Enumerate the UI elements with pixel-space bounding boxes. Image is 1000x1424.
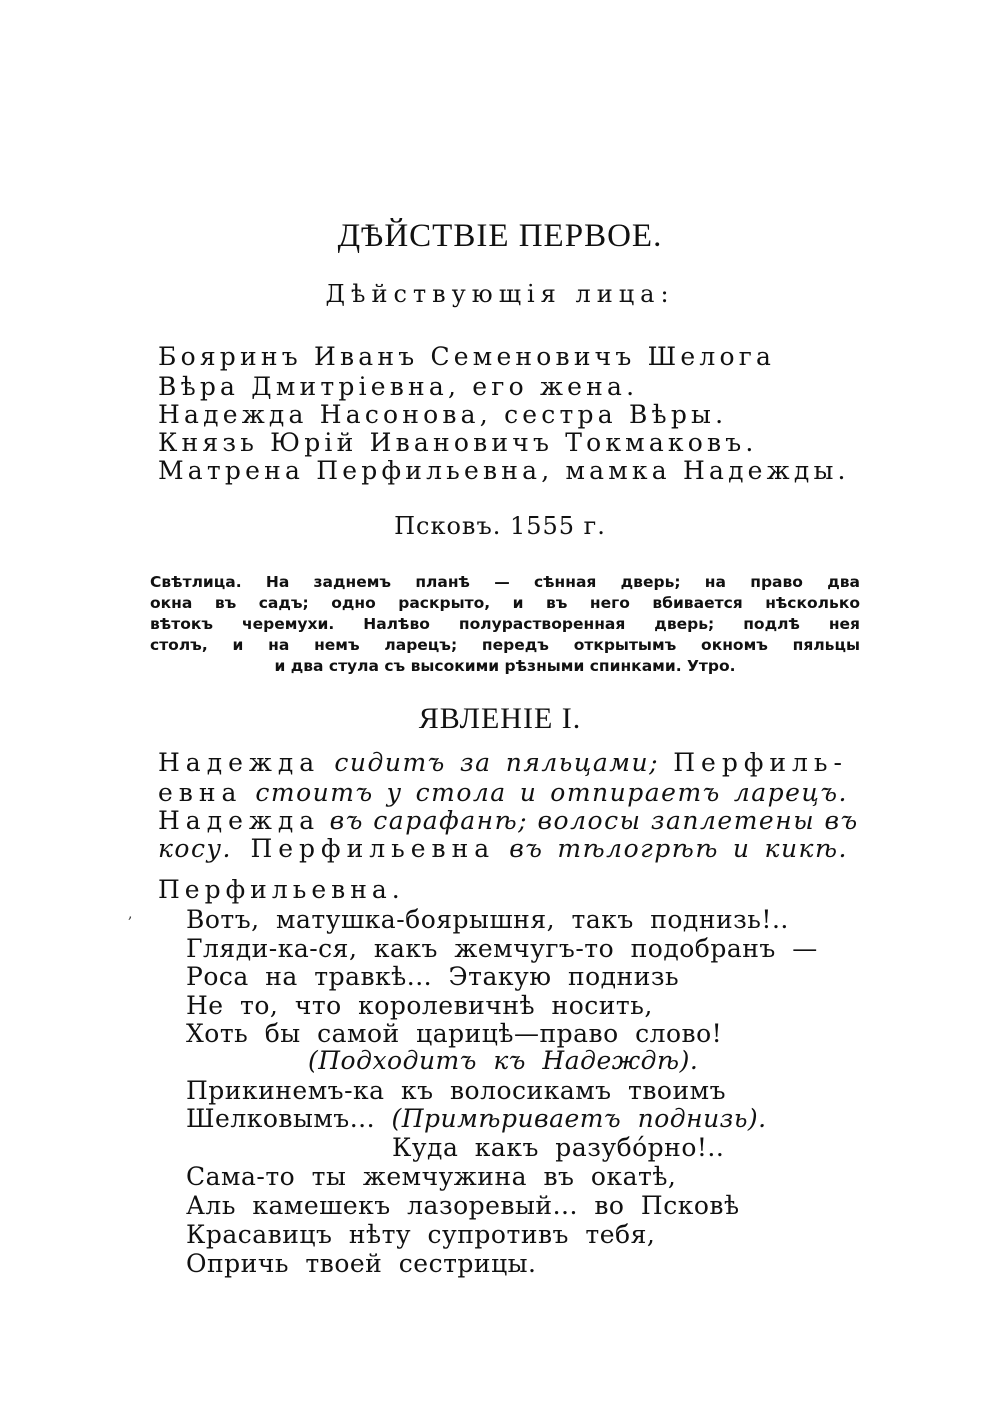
verse-line: Роса на травкѣ... Этакую поднизь [186,962,680,991]
scene-intro-line [158,806,859,836]
verse-line: Куда какъ разубо́рно!.. [392,1133,725,1162]
setting-line: и два стула съ высокими рѣзными спинками. Утро. [274,657,736,675]
cast-member: Князь Юрій Ивановичъ Токмаковъ. [158,428,758,457]
stage-direction: стоитъ у стола и отпираетъ ларецъ. [242,778,848,807]
setting-line: вѣтокъ черемухи. Налѣво полурастворенная дверь; подлѣ нея [150,615,860,633]
verse-line: Вотъ, матушка-боярышня, такъ поднизь!.. [186,905,789,934]
scene-intro-line [158,748,848,778]
place-and-year: Псковъ. 1555 г. [394,512,606,540]
verse-line: Не то, что королевичнѣ носить, [186,991,653,1020]
character-name: Надежда [158,806,321,835]
scene-intro-line [158,778,848,808]
cast-member: Бояринъ Иванъ Семеновичъ Шелога [158,342,776,371]
verse-line: Опричь твоей сестрицы. [186,1249,537,1278]
verse-line [186,1104,767,1134]
character-name: Надежда [158,748,321,777]
verse-line: Хоть бы самой царицѣ—право слово! [186,1019,723,1048]
setting-line: окна въ садъ; одно раскрыто, и въ него вбивается нѣсколько [150,594,860,612]
verse-line: Гляди-ка-ся, какъ жемчугъ-то подобранъ — [186,934,818,963]
character-name: евна [158,778,243,807]
scene-title: ЯВЛЕНІЕ I. [418,702,582,735]
cast-member: Надежда Насонова, сестра Вѣры. [158,400,728,429]
act-title: ДѢЙСТВІЕ ПЕРВОЕ. [337,218,663,254]
speaker-name: Перфильевна. [158,875,405,904]
scene-intro-line [158,834,848,864]
stage-direction: въ сарафанѣ; волосы заплетены въ [320,806,859,835]
stage-direction: (Подходитъ къ Надеждѣ). [308,1046,699,1075]
verse-line: Прикинемъ-ка къ волосикамъ твоимъ [186,1076,726,1105]
verse-line: Аль камешекъ лазоревый... во Псковѣ [186,1191,740,1220]
cast-member: Вѣра Дмитріевна, его жена. [158,372,639,401]
setting-line: столъ, и на немъ ларецъ; передъ открытымъ окномъ пяльцы [150,636,860,654]
stage-direction: въ тѣлогрѣѣ и кикѣ. [495,834,848,863]
verse-stage-direction [308,1046,698,1076]
stage-direction: (Примѣриваетъ поднизь). [391,1104,767,1133]
cast-heading: Дѣйствующія лица: [325,280,675,308]
setting-line: Свѣтлица. На заднемъ планѣ — сѣнная дверь; на право два [150,573,860,591]
verse-line: Сама-то ты жемчужина въ окатѣ, [186,1162,677,1191]
verse-line: Красавицъ нѣту супротивъ тебя, [186,1220,656,1249]
verse-text: Шелковымъ... [186,1104,376,1133]
character-name: Перфиль- [673,748,848,777]
stage-direction: косу. [158,834,232,863]
cast-member: Матрена Перфильевна, мамка Надежды. [158,456,850,485]
print-speck: , [128,906,133,922]
character-name: Перфильевна [231,834,496,863]
stage-direction: сидитъ за пяльцами; [320,748,674,777]
